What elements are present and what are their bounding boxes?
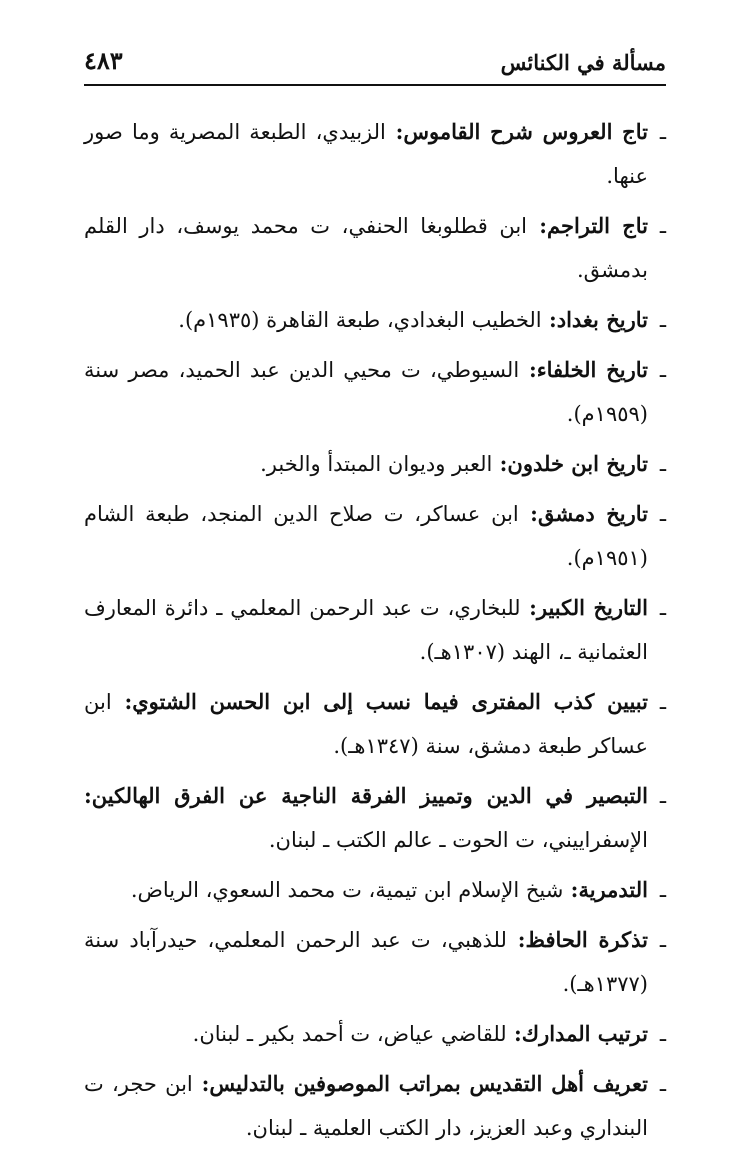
entry-details: ابن عساكر طبعة دمشق، سنة (١٣٤٧هـ).	[84, 690, 648, 758]
entry-title: تبيين كذب المفترى فيما نسب إلى ابن الحسن الشتوي	[132, 689, 648, 714]
entry-dash: ـ	[659, 120, 666, 144]
bibliography-entry: ـ تعريف أهل التقديس بمراتب الموصوفين بالتدليس: ابن حجر، ت البنداري وعبد العزيز، دار الكتب العلمية ـ لبنان.	[84, 1062, 666, 1150]
bibliography-entry: ـ تذكرة الحافظ: للذهبي، ت عبد الرحمن المعلمي، حيدرآباد سنة (١٣٧٧هـ).	[84, 918, 666, 1006]
entry-dash: ـ	[659, 214, 666, 238]
entry-details: ابن حجر، ت البنداري وعبد العزيز، دار الكتب العلمية ـ لبنان.	[84, 1072, 648, 1140]
bibliography-entry: ـ التدمرية: شيخ الإسلام ابن تيمية، ت محمد السعوي، الرياض.	[84, 868, 666, 912]
entry-details: للبخاري، ت عبد الرحمن المعلمي ـ دائرة المعارف العثمانية ـ، الهند (١٣٠٧هـ).	[84, 596, 648, 664]
entry-title: التبصير في الدين وتمييز الفرقة الناجية عن الفرق الهالكين	[91, 783, 648, 808]
entry-title: تاريخ الخلفاء	[536, 357, 648, 382]
entry-dash: ـ	[659, 452, 666, 476]
entry-details: السيوطي، ت محيي الدين عبد الحميد، مصر سنة (١٩٥٩م).	[84, 358, 648, 426]
entry-title: تعريف أهل التقديس بمراتب الموصوفين بالتدليس	[209, 1071, 648, 1096]
entry-dash: ـ	[659, 502, 666, 526]
entry-title: تاج العروس شرح القاموس	[403, 119, 648, 144]
entry-title: التاريخ الكبير	[536, 595, 648, 620]
entry-dash: ـ	[659, 1022, 666, 1046]
bibliography-entry: ـ تاج التراجم: ابن قطلوبغا الحنفي، ت محمد يوسف، دار القلم بدمشق.	[84, 204, 666, 292]
bibliography-entry: ـ التاريخ الكبير: للبخاري، ت عبد الرحمن المعلمي ـ دائرة المعارف العثمانية ـ، الهند (١٣٠٧هـ).	[84, 586, 666, 674]
entry-details: الإسفراييني، ت الحوت ـ عالم الكتب ـ لبنان.	[268, 828, 648, 852]
entry-title: التدمرية	[578, 877, 648, 902]
entry-details: ابن قطلوبغا الحنفي، ت محمد يوسف، دار القلم بدمشق.	[84, 214, 648, 282]
entry-dash: ـ	[659, 596, 666, 620]
entry-dash: ـ	[659, 878, 666, 902]
entry-dash: ـ	[659, 1072, 666, 1096]
entry-title: تاريخ ابن خلدون	[507, 451, 648, 476]
entry-details: شيخ الإسلام ابن تيمية، ت محمد السعوي، الرياض.	[130, 878, 564, 902]
entry-title: تاج التراجم	[547, 213, 649, 238]
entry-details: الخطيب البغدادي، طبعة القاهرة (١٩٣٥م).	[178, 308, 542, 332]
page-header	[84, 40, 666, 86]
bibliography-entry: ـ تاريخ الخلفاء: السيوطي، ت محيي الدين عبد الحميد، مصر سنة (١٩٥٩م).	[84, 348, 666, 436]
entry-title: ترتيب المدارك	[521, 1021, 648, 1046]
bibliography-entry: ـ تبيين كذب المفترى فيما نسب إلى ابن الحسن الشتوي: ابن عساكر طبعة دمشق، سنة (١٣٤٧هـ).	[84, 680, 666, 768]
page-number: ٤٨٣	[84, 46, 123, 75]
entry-details: للذهبي، ت عبد الرحمن المعلمي، حيدرآباد سنة (١٣٧٧هـ).	[84, 928, 648, 996]
entry-dash: ـ	[659, 690, 666, 714]
bibliography-entry: ـ التبصير في الدين وتمييز الفرقة الناجية عن الفرق الهالكين: الإسفراييني، ت الحوت ـ عالم الكتب ـ لبنان.	[84, 774, 666, 862]
bibliography-entry: ـ تاريخ دمشق: ابن عساكر، ت صلاح الدين المنجد، طبعة الشام (١٩٥١م).	[84, 492, 666, 580]
bibliography-entry: ـ ترتيب المدارك: للقاضي عياض، ت أحمد بكير ـ لبنان.	[84, 1012, 666, 1056]
entry-dash: ـ	[659, 784, 666, 808]
bibliography-entry: ـ تاريخ بغداد: الخطيب البغدادي، طبعة القاهرة (١٩٣٥م).	[84, 298, 666, 342]
entry-dash: ـ	[659, 308, 666, 332]
entry-title: تاريخ دمشق	[537, 501, 648, 526]
entry-details: الزبيدي، الطبعة المصرية وما صور عنها.	[84, 120, 648, 188]
entry-title: تذكرة الحافظ	[525, 927, 648, 952]
bibliography-entry: ـ تاريخ ابن خلدون: العبر وديوان المبتدأ والخبر.	[84, 442, 666, 486]
entry-details: العبر وديوان المبتدأ والخبر.	[260, 452, 493, 476]
entry-dash: ـ	[659, 358, 666, 382]
running-title: مسألة في الكنائس	[500, 50, 666, 75]
entry-details: للقاضي عياض، ت أحمد بكير ـ لبنان.	[192, 1022, 507, 1046]
bibliography-entry: ـ تاج العروس شرح القاموس: الزبيدي، الطبعة المصرية وما صور عنها.	[84, 110, 666, 198]
bibliography-list	[84, 110, 666, 1156]
entry-details: ابن عساكر، ت صلاح الدين المنجد، طبعة الشام (١٩٥١م).	[84, 502, 648, 570]
entry-dash: ـ	[659, 928, 666, 952]
entry-title: تاريخ بغداد	[556, 307, 648, 332]
